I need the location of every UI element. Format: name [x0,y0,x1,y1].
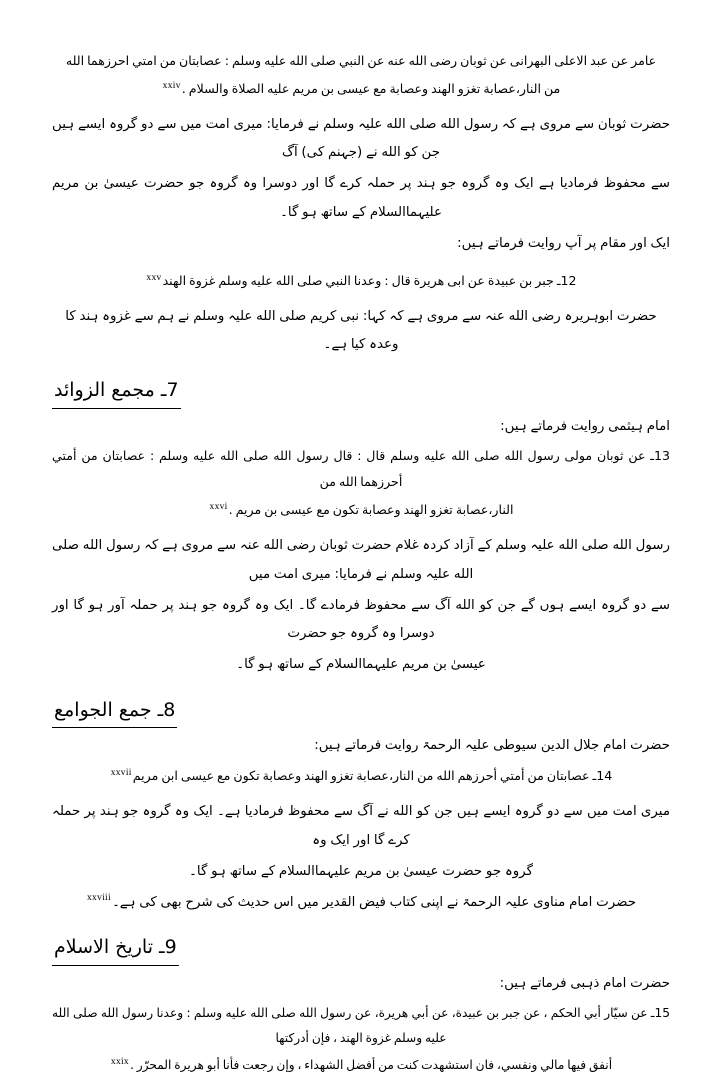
hadith-15-arabic-line-2-text: أنفق فيها مالي ونفسي، فان استشهدت كنت من أفضل الشهداء ، وإن رجعت فأنا أبو هريرة المحرّر . [129,1057,613,1072]
hadith-12-urdu-block [52,303,670,361]
footnote-marker-xxvii: xxvii [110,768,132,779]
hadith-11-arabic-line-1: عامر عن عبد الاعلی البهرانی عن ثوبان رضی الله عنه عن النبي صلی الله عليه وسلم : عصابتان من امتي احرزهما الله [65,53,657,68]
footnote-marker-xxviii: xxviii [86,893,111,904]
hadith-14-urdu-line-2: گروہ جو حضرت عیسیٰ بن مریم علیہماالسلام کے ساتھ ہو گا۔ [189,863,533,879]
hadith-11-arabic-block [52,48,670,102]
hadith-13-urdu-line-1: رسول الله صلی الله علیہ وسلم کے آزاد کردہ غلام حضرت ثوبان رضی الله عنہ سے مروی ہے کہ رسول الله صلی الله علیہ وسلم نے فرمایا: میری امت میں [52,537,670,582]
hadith-13-arabic-line-2 [52,497,670,523]
hadith-13-urdu-block [52,532,670,680]
section-7-heading-text: 7ـ مجمع الزوائد [52,376,181,409]
hadith-14-urdu-block [52,798,670,917]
page-content [52,48,670,1087]
hadith-14-urdu-line-3-text: حضرت امام مناوی علیہ الرحمۃ نے اپنی کتاب فیض القدیر میں اس حدیث کی شرح بھی کی ہے۔ [111,894,637,910]
hadith-12-arabic-line [52,268,670,294]
hadith-11-arabic-line-2 [52,76,670,102]
transition-line: ایک اور مقام پر آپ روایت فرماتے ہیں: [457,235,670,251]
section-9-heading-text: 9ـ تاريخ الاسلام [52,933,179,966]
hadith-11-urdu-block [52,111,670,259]
section-9-intro: حضرت امام ذہبی فرماتے ہیں: [499,975,670,991]
hadith-13-urdu-line-3: عیسیٰ بن مریم علیہماالسلام کے ساتھ ہو گا۔ [236,657,486,673]
hadith-14-arabic-text: 14ـ عصابتان من أمتي أحرزهم الله من النار،عصابة تغزو الهند وعصابة تكون مع عيسی ابن مريم [132,768,613,784]
hadith-15-arabic-block [52,1001,670,1078]
hadith-13-arabic-line-2-text: النار،عصابة تغزو الهند وعصابة تكون مع عيسی بن مريم . [228,502,514,518]
hadith-11-arabic-line-2-text: من النار،عصابة تغزو الهند وعصابة مع عيسی بن مريم عليه الصلاة والسلام . [181,80,561,96]
hadith-11-urdu-line-2: سے محفوظ فرمادیا ہے ایک وہ گروہ جو ہند پر حملہ کرے گا اور دوسرا وہ گروہ جو حضرت عیسیٰ بن مریم علیہماالسلام کے ساتھ ہو گا۔ [52,176,670,221]
hadith-12-arabic-text: 12ـ جبر بن عبيدة عن ابی هريرة قال : وعدنا النبي صلی الله عليه وسلم غزوة الهند [162,272,577,288]
hadith-13-urdu-line-2: سے دو گروہ ایسے ہوں گے جن کو الله آگ سے محفوظ فرمادے گا۔ ایک وہ گروہ جو ہند پر حملہ آور ہو گا اور دوسرا وہ گروہ جو حضرت [52,597,670,642]
hadith-14-urdu-line-3 [52,889,670,918]
footnote-marker-xxiv: xxiv [162,80,181,91]
footnote-marker-xxvi: xxvi [209,501,228,512]
footnote-marker-xxv: xxv [146,272,162,283]
section-8-heading [52,696,670,729]
hadith-13-arabic-block [52,443,670,522]
hadith-12-urdu-line: حضرت ابوہریرہ رضی الله عنہ سے مروی ہے کہ کہا: نبی کریم صلی الله علیہ وسلم نے ہم سے غزوہ ہند کا وعدہ کیا ہے۔ [65,308,657,353]
hadith-14-arabic-block [52,763,670,789]
hadith-13-arabic-line-1: 13ـ عن ثوبان مولی رسول الله صلی الله عليه وسلم قال : قال رسول الله صلی الله عليه وسلم : عصابتان من أمتي أحرزهما الله من [52,448,670,490]
hadith-14-urdu-line-1: میری امت میں سے دو گروہ ایسے ہیں جن کو الله نے آگ سے محفوظ فرمادیا ہے۔ ایک وہ گروہ جو ہند پر حملہ کرے گا اور ایک وہ [52,804,670,848]
hadith-15-arabic-line-2 [52,1053,670,1078]
section-9-heading [52,933,670,966]
section-8-intro: حضرت امام جلال الدین سیوطی علیہ الرحمۃ روایت فرماتے ہیں: [314,738,670,754]
hadith-12-arabic-block [52,268,670,294]
footnote-marker-xxix: xxix [110,1056,129,1067]
hadith-15-arabic-line-1: 15ـ عن سيّار أبي الحكم ، عن جبر بن عبيدة، عن أبي هريرة، عن رسول الله صلی الله عليه وسلم : وعدنا رسول الله صلی الله عليه وسلم غزوة الهند ، فإن أدركتها [52,1005,670,1045]
section-7-intro: امام ہیثمی روایت فرماتے ہیں: [500,418,670,434]
hadith-11-urdu-line-1: حضرت ثوبان سے مروی ہے کہ رسول الله صلی الله علیہ وسلم نے فرمایا: میری امت میں سے دو گروہ ایسے ہیں جن کو الله نے (جہنم کی) آگ [52,116,670,161]
section-8-heading-text: 8ـ جمع الجوامع [52,696,177,729]
section-7-heading [52,376,670,409]
hadith-14-arabic-line [52,763,670,789]
